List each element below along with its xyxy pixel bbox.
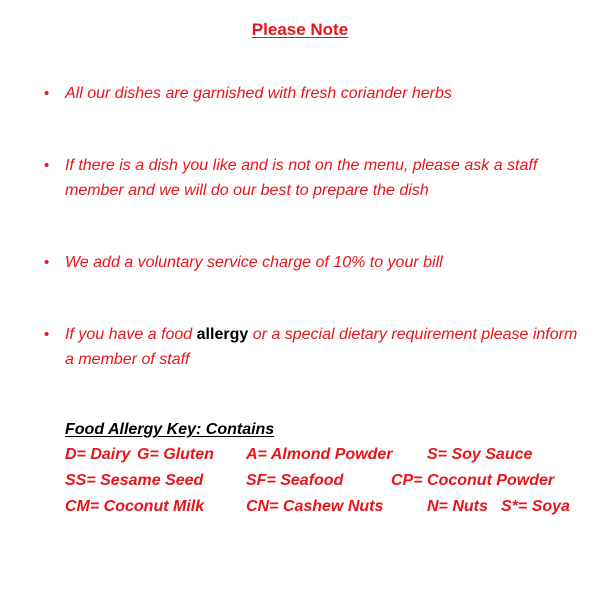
note-text: We add a voluntary service charge of 10% to your bill	[65, 254, 443, 271]
note-allergy	[44, 322, 584, 372]
page-title: Please Note	[251, 20, 349, 39]
allergy-key-seafood: SF= Seafood	[246, 472, 344, 489]
allergy-emphasis: allergy	[196, 326, 249, 343]
note-text: All our dishes are garnished with fresh coriander herbs	[65, 85, 452, 102]
note-text-before: If you have a food	[65, 326, 197, 343]
note-service-charge	[44, 250, 584, 275]
allergy-key-gluten: G= Gluten	[137, 446, 214, 463]
allergy-key-cashew-nuts: CN= Cashew Nuts	[246, 498, 384, 515]
allergy-key-title: Food Allergy Key: Contains	[65, 421, 275, 438]
bullet-icon: •	[44, 85, 50, 102]
allergy-key-sesame-seed: SS= Sesame Seed	[65, 472, 204, 489]
allergy-key-soy-sauce: S= Soy Sauce	[427, 446, 533, 463]
bullet-icon: •	[44, 254, 50, 271]
allergy-key-nuts: N= Nuts	[427, 498, 488, 515]
note-text	[65, 322, 584, 372]
allergy-key-coconut-milk: CM= Coconut Milk	[65, 498, 205, 515]
note-special-request	[44, 153, 584, 203]
note-garnish	[44, 81, 584, 106]
allergy-key-almond-powder: A= Almond Powder	[246, 446, 393, 463]
bullet-icon: •	[44, 157, 50, 174]
bullet-icon: •	[44, 326, 50, 343]
allergy-key-dairy: D= Dairy	[65, 446, 131, 463]
allergy-key-soya: S*= Soya	[501, 498, 570, 515]
allergy-key-coconut-powder: CP= Coconut Powder	[391, 472, 555, 489]
note-text-after: or a special dietary requirement please inform a member of staff	[65, 326, 578, 368]
note-text: If there is a dish you like and is not on the menu, please ask a staff member and we will do our best to prepare the dish	[65, 157, 538, 199]
